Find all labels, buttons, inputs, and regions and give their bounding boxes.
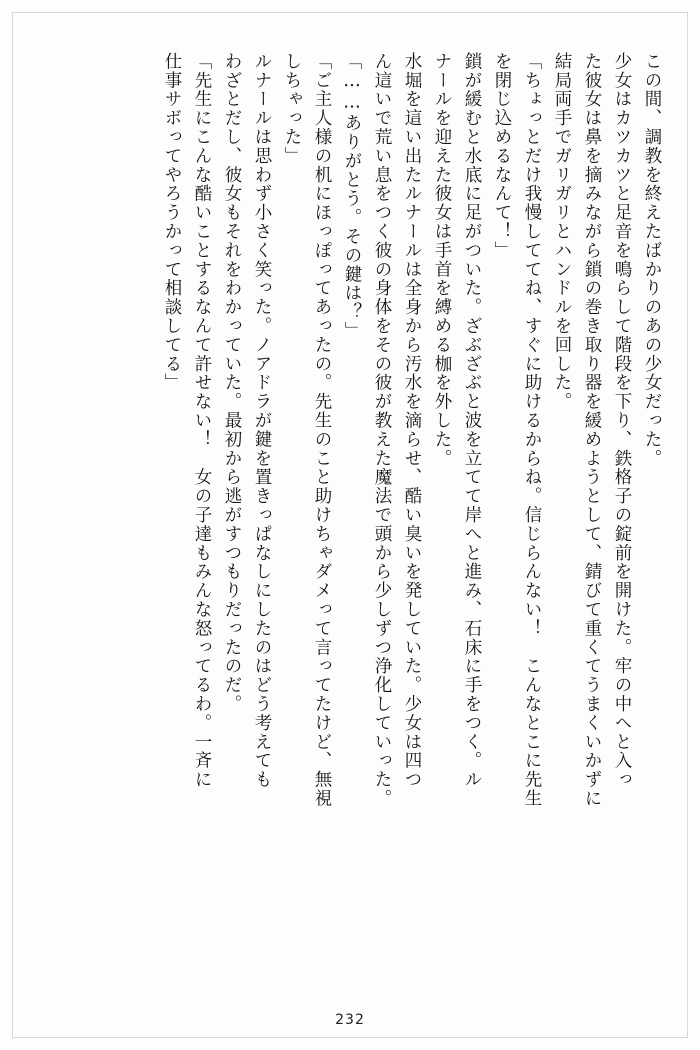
text-line: 「先生にこんな酷いことするなんて許せない！ 女の子達もみんな怒ってるわ。一斉に bbox=[192, 52, 212, 790]
text-line: 結局両手でガリガリとハンドルを回した。 bbox=[552, 52, 572, 412]
text-line: を閉じ込めるなんて！」 bbox=[492, 52, 512, 260]
text-line: ん這いで荒い息をつく彼の身体をその彼が教えた魔法で頭から少しずつ浄化していった。 bbox=[372, 52, 392, 808]
text-line: 「ご主人様の机にほっぽってあったの。先生のこと助けちゃダメって言ってたけど、無視 bbox=[312, 52, 332, 808]
text-line: しちゃった」 bbox=[282, 52, 302, 166]
text-line: この間、調教を終えたばかりのあの少女だった。 bbox=[642, 52, 662, 468]
text-line: 「ちょっとだけ我慢しててね、すぐに助けるからね。信じらんない！ こんなとこに先生 bbox=[522, 52, 542, 808]
text-line: わざとだし、彼女もそれをわかっていた。最初から逃がすつもりだったのだ。 bbox=[222, 52, 242, 714]
text-line: ナールを迎えた彼女は手首を縛める枷を外した。 bbox=[432, 52, 452, 468]
text-line: 仕事サボってやろうかって相談してる」 bbox=[162, 52, 182, 393]
text-line: 水堀を這い出たルナールは全身から汚水を滴らせ、酷い臭いを発していた。少女は四つ bbox=[402, 52, 422, 790]
page-number: 232 bbox=[335, 1012, 365, 1028]
text-line: ルナールは思わず小さく笑った。ノアドラが鍵を置きっぱなしにしたのはどう考えても bbox=[252, 52, 272, 790]
text-line: 少女はカツカツと足音を鳴らして階段を下り、鉄格子の錠前を開けた。牢の中へと入っ bbox=[612, 52, 632, 790]
text-line: 鎖が緩むと水底に足がついた。ざぶざぶと波を立てて岸へと進み、石床に手をつく。ル bbox=[462, 52, 482, 790]
vertical-text-body bbox=[40, 52, 660, 982]
text-line: た彼女は鼻を摘みながら鎖の巻き取り器を緩めようとして、錆びて重くてうまくいかずに bbox=[582, 52, 602, 808]
text-line: 「……ありがとう。その鍵は？」 bbox=[342, 52, 362, 341]
